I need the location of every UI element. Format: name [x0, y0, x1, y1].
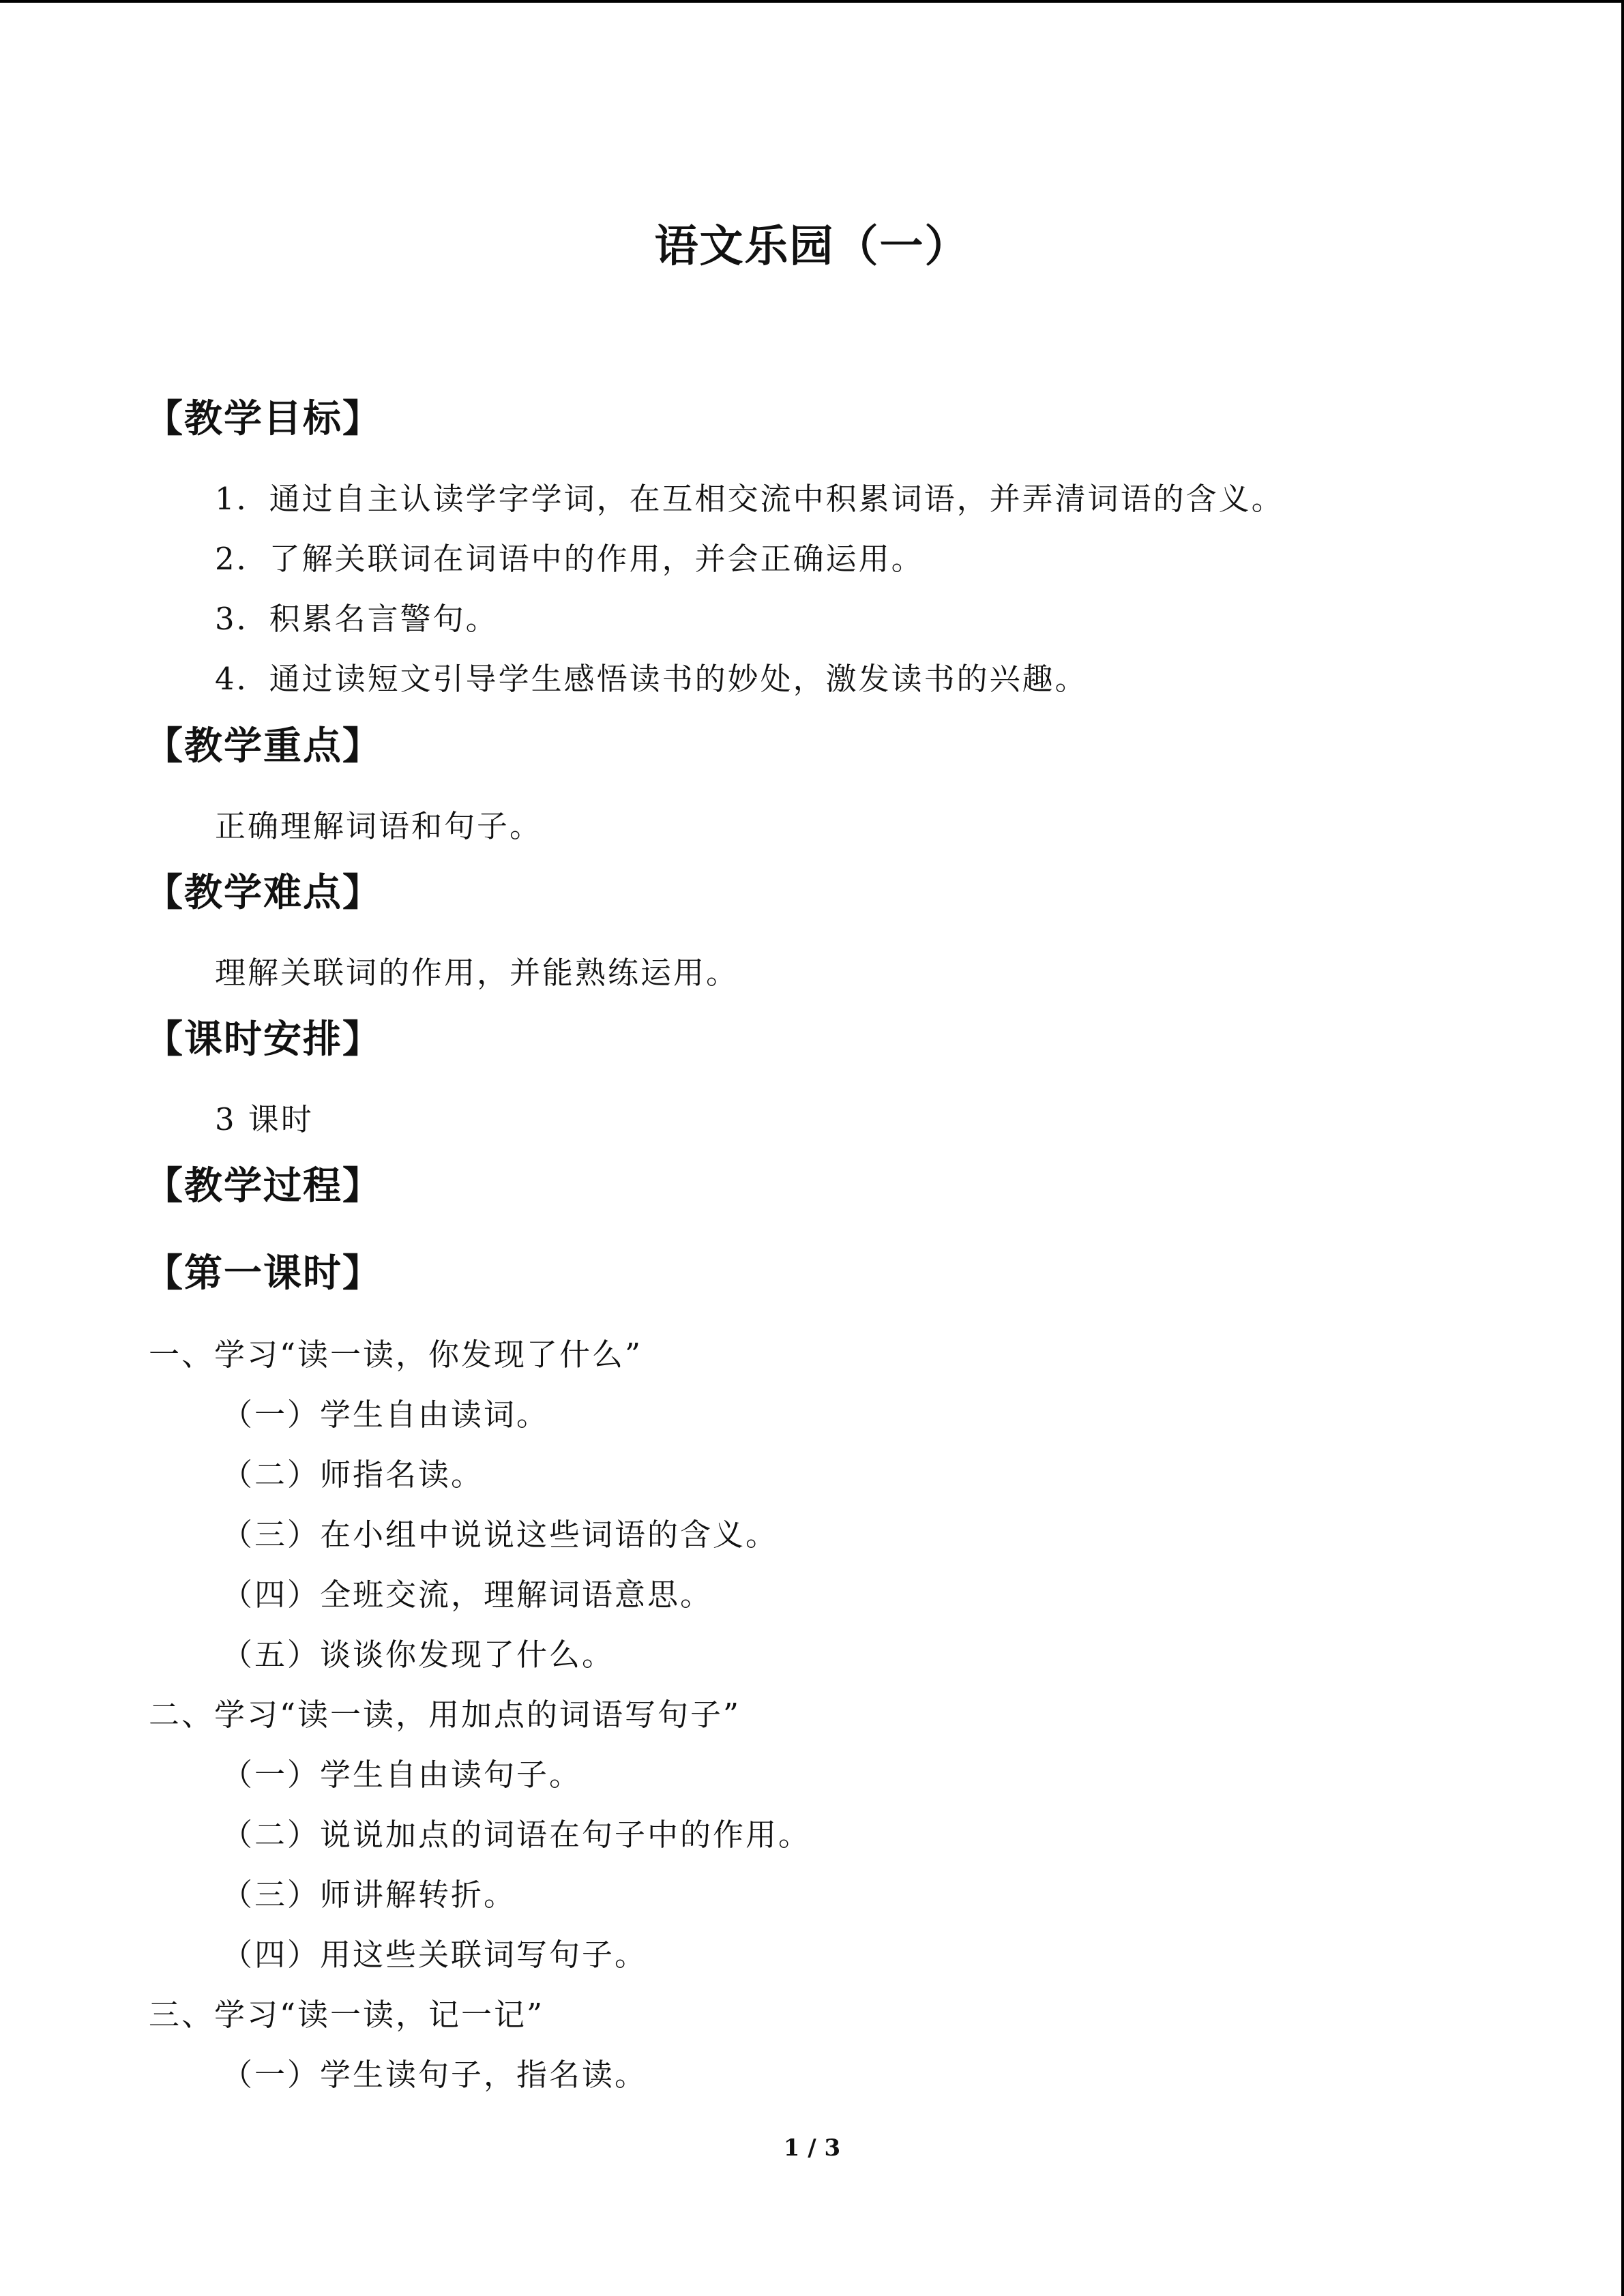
page-title: 语文乐园（一）	[654, 221, 970, 272]
heading-key-points: 【教学重点】	[145, 724, 382, 769]
page-number: 1 / 3	[783, 2134, 841, 2162]
heading-schedule: 【课时安排】	[145, 1017, 382, 1062]
schedule-text: 3 课时	[215, 1101, 314, 1137]
lesson-part-title: 一、学习“读一读，你发现了什么”	[149, 1337, 643, 1373]
lesson-step: （四）用这些关联词写句子。	[222, 1937, 648, 1973]
lesson-part-title: 二、学习“读一读，用加点的词语写句子”	[149, 1697, 741, 1733]
objective-item: 1．通过自主认读学字学词，在互相交流中积累词语，并弄清词语的含义。	[215, 481, 1284, 517]
key-points-text: 正确理解词语和句子。	[215, 808, 543, 844]
difficulties-text: 理解关联词的作用，并能熟练运用。	[215, 955, 739, 991]
lesson-step: （一）学生自由读词。	[222, 1397, 550, 1433]
lesson-step: （五）谈谈你发现了什么。	[222, 1637, 615, 1673]
objective-item: 4．通过读短文引导学生感悟读书的妙处，激发读书的兴趣。	[215, 661, 1088, 697]
lesson-part-title: 三、学习“读一读，记一记”	[149, 1997, 545, 2033]
heading-process: 【教学过程】	[145, 1163, 382, 1208]
heading-difficulties: 【教学难点】	[145, 870, 382, 915]
heading-first-lesson: 【第一课时】	[145, 1251, 382, 1296]
heading-objectives: 【教学目标】	[145, 396, 382, 441]
lesson-step: （二）师指名读。	[222, 1457, 484, 1493]
objective-item: 2．了解关联词在词语中的作用，并会正确运用。	[215, 541, 924, 577]
lesson-step: （二）说说加点的词语在句子中的作用。	[222, 1817, 812, 1853]
lesson-step: （三）师讲解转折。	[222, 1877, 517, 1913]
lesson-step: （四）全班交流，理解词语意思。	[222, 1577, 713, 1613]
lesson-step: （一）学生读句子，指名读。	[222, 2057, 648, 2093]
lesson-step: （三）在小组中说说这些词语的含义。	[222, 1517, 779, 1553]
lesson-step: （一）学生自由读句子。	[222, 1757, 582, 1793]
objective-item: 3．积累名言警句。	[215, 601, 499, 637]
